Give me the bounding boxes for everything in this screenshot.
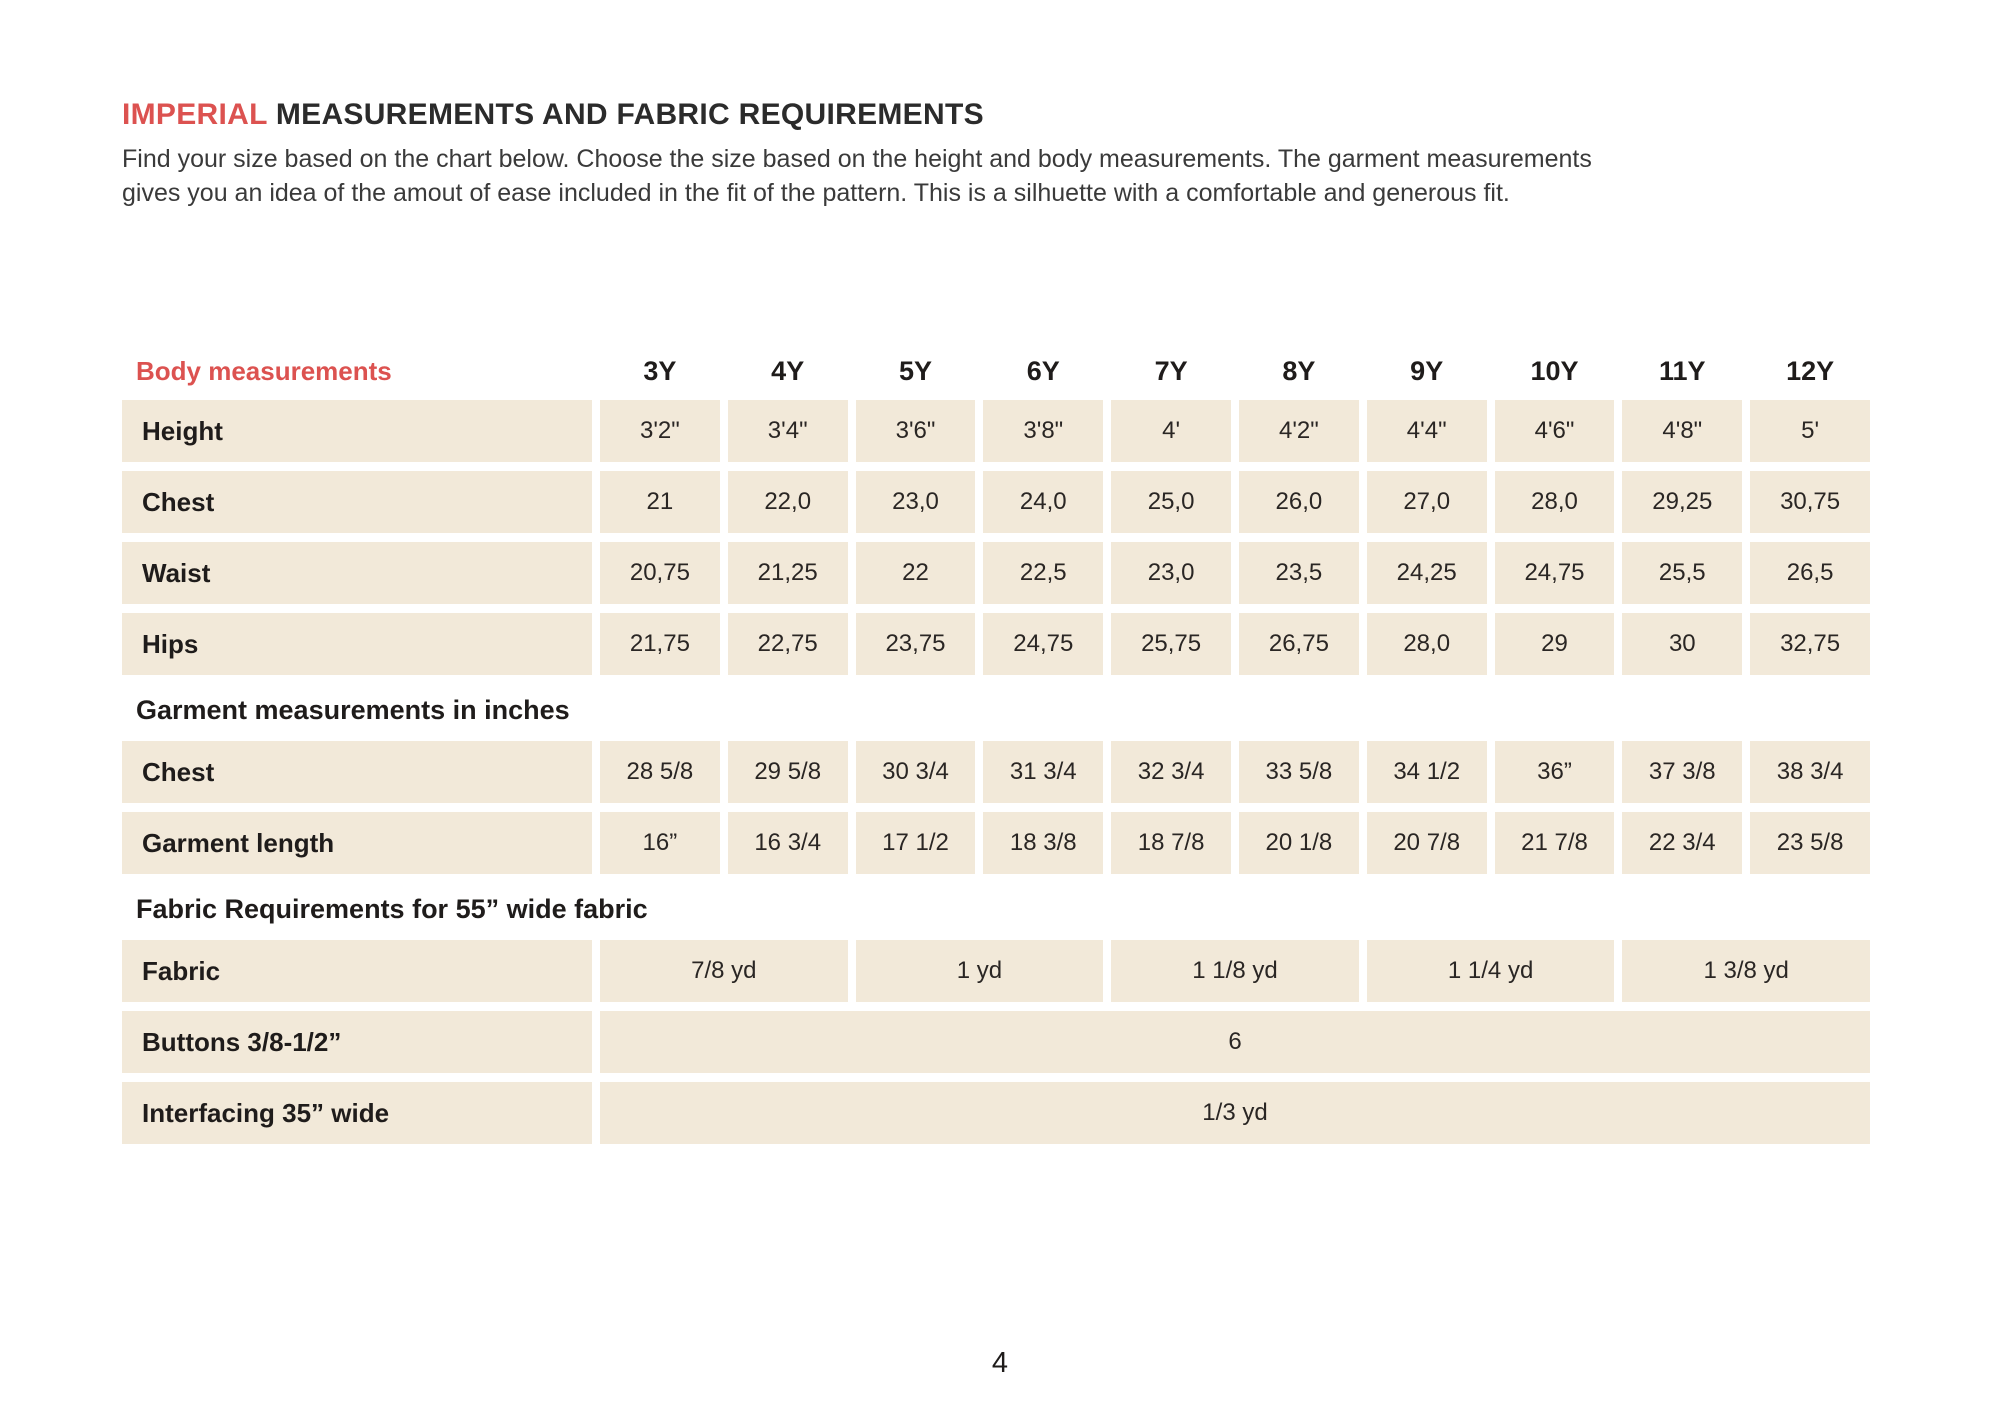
- waist-value-cell: 22,5: [983, 542, 1103, 604]
- table-row-waist: [122, 542, 1870, 604]
- table-row-height: [122, 400, 1870, 462]
- garment-chest-value-cell: 34 1/2: [1367, 741, 1487, 803]
- size-column-header: 9Y: [1410, 355, 1444, 386]
- height-value-cell: 4'6": [1495, 400, 1615, 462]
- row-label-garment-length: Garment length: [122, 812, 592, 874]
- table-header-row: [122, 350, 1870, 392]
- page-number: 4: [991, 1347, 1009, 1379]
- body-measurements-label: Body measurements: [136, 355, 392, 386]
- page-title: [122, 98, 2000, 132]
- hips-value-cell: 22,75: [728, 613, 848, 675]
- table-row-interfacing: [122, 1082, 1870, 1144]
- fabric-yardage-cell: 1 yd: [856, 940, 1104, 1002]
- page-title-highlight: IMPERIAL: [122, 98, 268, 131]
- garment-length-value-cell: 18 3/8: [983, 812, 1103, 874]
- waist-value-cell: 21,25: [728, 542, 848, 604]
- fabric-yardage-cell: 1 3/8 yd: [1622, 940, 1870, 1002]
- row-label-garment-chest: Chest: [122, 741, 592, 803]
- chest-value-cell: 24,0: [983, 471, 1103, 533]
- chest-value-cell: 23,0: [856, 471, 976, 533]
- garment-chest-value-cell: 38 3/4: [1750, 741, 1870, 803]
- measurements-table: [122, 350, 1870, 1144]
- height-value-cell: 3'4": [728, 400, 848, 462]
- height-value-cell: 4': [1111, 400, 1231, 462]
- size-column-header: 8Y: [1282, 355, 1316, 386]
- garment-length-value-cell: 16”: [600, 812, 720, 874]
- height-value-cell: 3'6": [856, 400, 976, 462]
- height-value-cell: 4'4": [1367, 400, 1487, 462]
- chest-value-cell: 30,75: [1750, 471, 1870, 533]
- row-label-waist: Waist: [122, 542, 592, 604]
- hips-value-cell: 23,75: [856, 613, 976, 675]
- size-column-header: 6Y: [1026, 355, 1060, 386]
- row-label-height: Height: [122, 400, 592, 462]
- intro-line-1: Find your size based on the chart below. Choose the size based on the height and body measurements. The garment measurements: [122, 145, 1592, 173]
- row-label-fabric: Fabric: [122, 940, 592, 1002]
- waist-value-cell: 26,5: [1750, 542, 1870, 604]
- intro-paragraph: [122, 142, 1884, 210]
- table-row-garment-length: [122, 812, 1870, 874]
- height-value-cell: 4'8": [1622, 400, 1742, 462]
- height-value-cell: 3'8": [983, 400, 1103, 462]
- waist-value-cell: 23,0: [1111, 542, 1231, 604]
- size-column-header: 10Y: [1530, 355, 1579, 386]
- garment-chest-value-cell: 37 3/8: [1622, 741, 1742, 803]
- garment-length-value-cell: 18 7/8: [1111, 812, 1231, 874]
- garment-length-value-cell: 20 1/8: [1239, 812, 1359, 874]
- row-label-chest: Chest: [122, 471, 592, 533]
- garment-chest-value-cell: 31 3/4: [983, 741, 1103, 803]
- size-column-header: 7Y: [1154, 355, 1188, 386]
- interfacing-yardage-cell: 1/3 yd: [600, 1082, 1870, 1144]
- row-label-buttons: Buttons 3/8-1/2”: [122, 1011, 592, 1073]
- size-column-header: 12Y: [1786, 355, 1835, 386]
- chest-value-cell: 21: [600, 471, 720, 533]
- hips-value-cell: 29: [1495, 613, 1615, 675]
- hips-value-cell: 25,75: [1111, 613, 1231, 675]
- size-column-header: 4Y: [771, 355, 805, 386]
- chest-value-cell: 27,0: [1367, 471, 1487, 533]
- waist-value-cell: 23,5: [1239, 542, 1359, 604]
- table-row-garment-chest: [122, 741, 1870, 803]
- hips-value-cell: 30: [1622, 613, 1742, 675]
- waist-value-cell: 24,25: [1367, 542, 1487, 604]
- garment-length-value-cell: 21 7/8: [1495, 812, 1615, 874]
- hips-value-cell: 26,75: [1239, 613, 1359, 675]
- garment-length-value-cell: 20 7/8: [1367, 812, 1487, 874]
- fabric-yardage-cell: 7/8 yd: [600, 940, 848, 1002]
- waist-value-cell: 25,5: [1622, 542, 1742, 604]
- fabric-yardage-cell: 1 1/4 yd: [1367, 940, 1615, 1002]
- height-value-cell: 5': [1750, 400, 1870, 462]
- waist-value-cell: 20,75: [600, 542, 720, 604]
- waist-value-cell: 24,75: [1495, 542, 1615, 604]
- size-column-header: 3Y: [643, 355, 677, 386]
- chest-value-cell: 28,0: [1495, 471, 1615, 533]
- page-title-rest: MEASUREMENTS AND FABRIC REQUIREMENTS: [267, 98, 984, 131]
- garment-chest-value-cell: 30 3/4: [856, 741, 976, 803]
- chest-value-cell: 29,25: [1622, 471, 1742, 533]
- garment-chest-value-cell: 36”: [1495, 741, 1615, 803]
- garment-chest-value-cell: 32 3/4: [1111, 741, 1231, 803]
- row-label-hips: Hips: [122, 613, 592, 675]
- chest-value-cell: 22,0: [728, 471, 848, 533]
- hips-value-cell: 32,75: [1750, 613, 1870, 675]
- garment-chest-value-cell: 28 5/8: [600, 741, 720, 803]
- table-row-hips: [122, 613, 1870, 675]
- fabric-section-title: Fabric Requirements for 55” wide fabric: [136, 893, 648, 924]
- hips-value-cell: 21,75: [600, 613, 720, 675]
- intro-line-2: gives you an idea of the amout of ease included in the fit of the pattern. This is a silhuette with a comfortable and generous fit.: [122, 179, 1510, 207]
- hips-value-cell: 24,75: [983, 613, 1103, 675]
- table-row-fabric: [122, 940, 1870, 1002]
- table-row-buttons: [122, 1011, 1870, 1073]
- chest-value-cell: 25,0: [1111, 471, 1231, 533]
- table-row-chest: [122, 471, 1870, 533]
- garment-section-title: Garment measurements in inches: [136, 694, 570, 725]
- garment-length-value-cell: 17 1/2: [856, 812, 976, 874]
- height-value-cell: 3'2": [600, 400, 720, 462]
- buttons-count-cell: 6: [600, 1011, 1870, 1073]
- size-column-header: 11Y: [1659, 355, 1706, 386]
- hips-value-cell: 28,0: [1367, 613, 1487, 675]
- garment-chest-value-cell: 29 5/8: [728, 741, 848, 803]
- garment-length-value-cell: 22 3/4: [1622, 812, 1742, 874]
- waist-value-cell: 22: [856, 542, 976, 604]
- chest-value-cell: 26,0: [1239, 471, 1359, 533]
- garment-length-value-cell: 16 3/4: [728, 812, 848, 874]
- height-value-cell: 4'2": [1239, 400, 1359, 462]
- row-label-interfacing: Interfacing 35” wide: [122, 1082, 592, 1144]
- fabric-yardage-cell: 1 1/8 yd: [1111, 940, 1359, 1002]
- size-column-header: 5Y: [898, 355, 932, 386]
- garment-chest-value-cell: 33 5/8: [1239, 741, 1359, 803]
- garment-length-value-cell: 23 5/8: [1750, 812, 1870, 874]
